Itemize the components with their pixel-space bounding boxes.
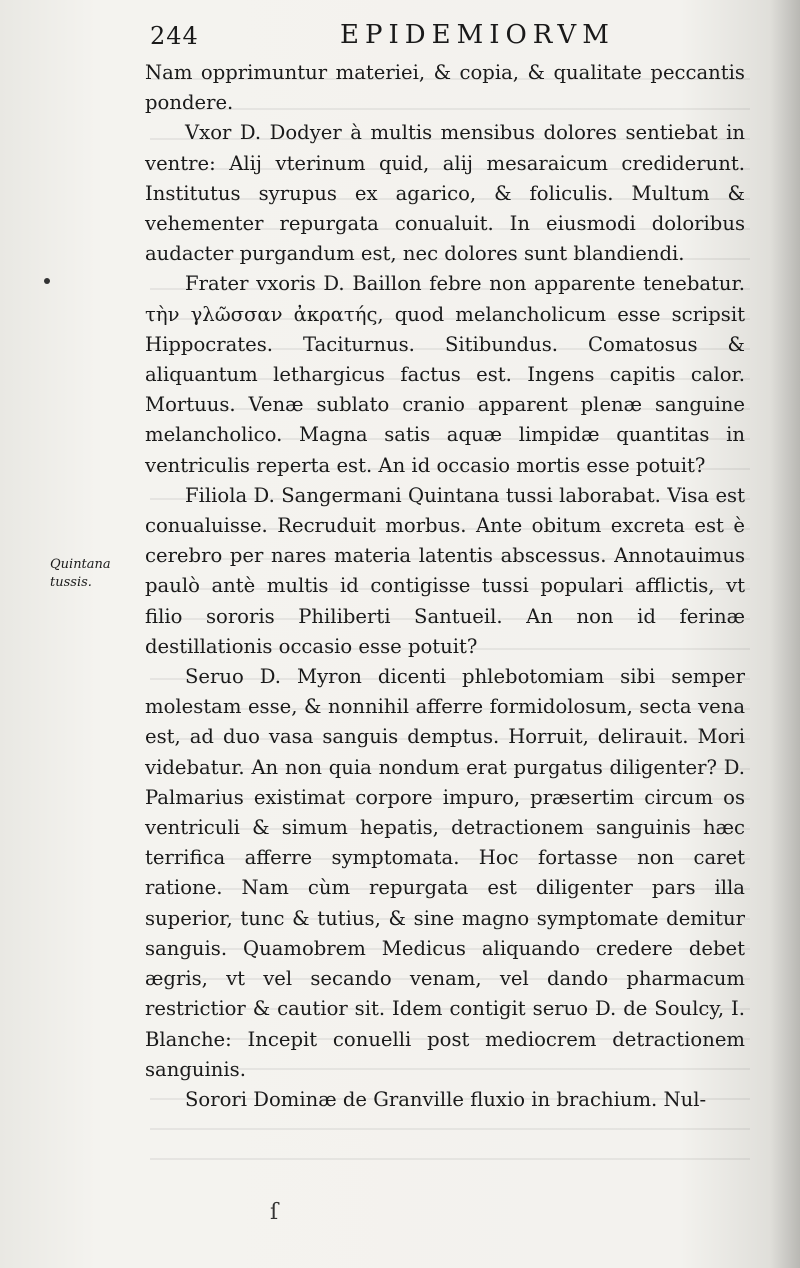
running-title: EPIDEMIORVM	[340, 20, 615, 50]
paragraph: Filiola D. Sangermani Quintana tussi laborabat. Visa est conualuisse. Recruduit morbus. Ante obitum excreta est è cerebro per nares materia latentis abscessus. Annotauimus paulò antè multis id contigisse tussi populari afflictis, vt filio sororis Philiberti Santueil. An non id ferinæ destillationis occasio esse potuit?	[145, 483, 745, 658]
margin-note	[50, 556, 130, 592]
ink-spot	[44, 278, 50, 284]
margin-note-line: Quintana	[50, 557, 111, 572]
paragraph: Vxor D. Dodyer à multis mensibus dolores sentiebat in ventre: Alij vterinum quid, alij mesaraicum crediderunt. Institutus syrupus ex agarico, & foliculis. Multum & vehementer repurgata conualuit. In eiusmodi doloribus audacter purgandum est, nec dolores sunt blandiendi.	[145, 121, 745, 266]
body-text	[145, 58, 745, 1115]
page-number: 244	[150, 22, 199, 50]
printer-mark: ſ	[270, 1200, 279, 1225]
paragraph: Seruo D. Myron dicenti phlebotomiam sibi semper molestam esse, & nonnihil afferre formidolosum, secta vena est, ad duo vasa sanguis demptus. Horruit, delirauit. Mori videbatur. An non quia nondum erat purgatus diligenter? D. Palmarius existimat corpore impuro, præsertim circum os ventriculi & simum hepatis, detractionem sanguinis hæc terrifica afferre symptomata. Hoc fortasse non caret ratione. Nam cùm repurgata est diligenter pars illa superior, tunc & tutius, & sine magno symptomate demitur sanguis. Quamobrem Medicus aliquando credere debet ægris, vt vel secando venam, vel dando pharmacum restrictior & cautior sit. Idem contigit seruo D. de Soulcy, I. Blanche: Incepit conuelli post mediocrem detractionem sanguinis.	[145, 665, 745, 1081]
page-header	[150, 20, 750, 54]
paragraph: Nam opprimuntur materiei, & copia, & qualitate peccantis pondere.	[145, 61, 745, 115]
paragraph: Sorori Dominæ de Granville fluxio in brachium. Nul-	[185, 1087, 707, 1111]
paragraph: Frater vxoris D. Baillon febre non apparente tenebatur. τὴν γλῶσσαν ἀκρατής, quod melancholicum esse scripsit Hippocrates. Taciturnus. Sitibundus. Comatosus & aliquantum lethargicus factus est. Ingens capitis calor. Mortuus. Venæ sublato cranio apparent plenæ sanguine melancholico. Magna satis aquæ limpidæ quantitas in ventriculis reperta est. An id occasio mortis esse potuit?	[145, 272, 745, 477]
margin-note-line: tussis.	[50, 575, 92, 590]
page-edge-shadow	[770, 0, 800, 1268]
